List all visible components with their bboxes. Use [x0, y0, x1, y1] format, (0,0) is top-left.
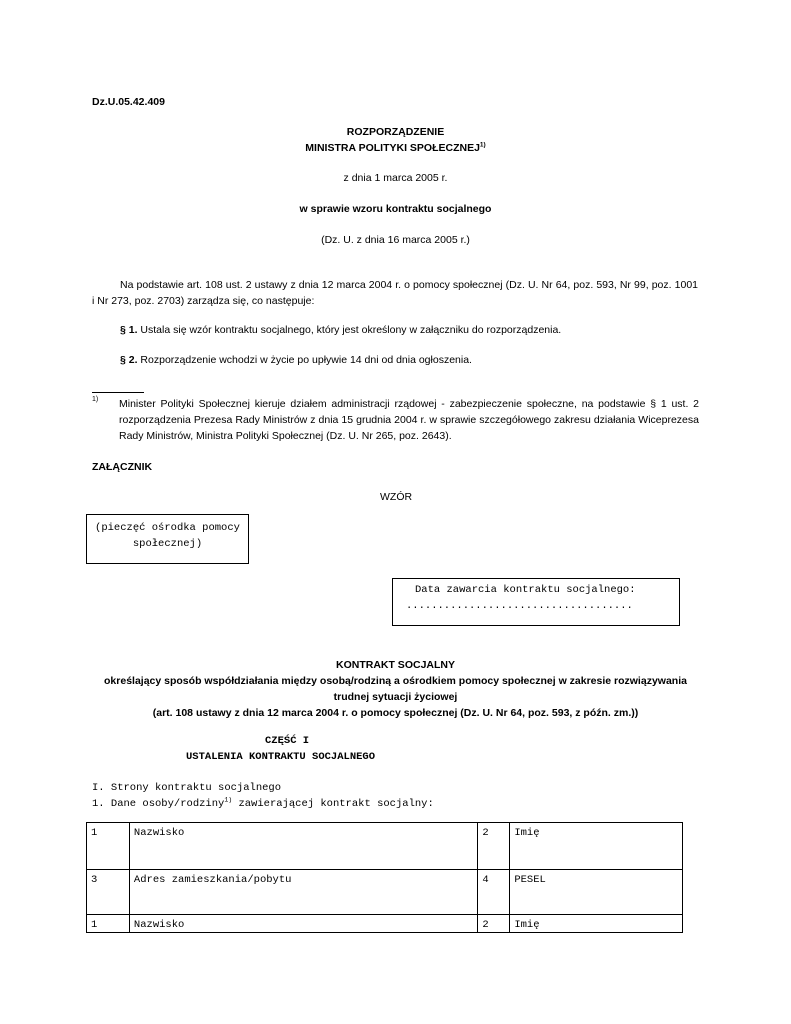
- cell-number: 2: [478, 915, 510, 933]
- document-id: Dz.U.05.42.409: [92, 96, 165, 108]
- preamble: Na podstawie art. 108 ust. 2 ustawy z dnia 12 marca 2004 r. o pomocy społecznej (Dz. U. Nr 64, poz. 593, Nr 99, poz. 1001 i Nr 273, poz. 2703) zarządza się, co następuje:: [92, 279, 698, 307]
- cell-number: 4: [478, 870, 510, 915]
- template-label: WZÓR: [380, 491, 413, 503]
- contract-subtitle-2: trudnej sytuacji życiowej: [333, 691, 458, 703]
- footnote-separator: [92, 392, 144, 393]
- table-row: [87, 823, 683, 870]
- cell-pesel[interactable]: PESEL: [510, 870, 683, 915]
- paragraph-1-text: Ustala się wzór kontraktu socjalnego, który jest określony w załączniku do rozporządzenia.: [137, 324, 562, 336]
- section-parties: I. Strony kontraktu socjalnego: [92, 782, 282, 794]
- paragraph-1: [120, 322, 561, 338]
- contract-date-label: Data zawarcia kontraktu socjalnego:: [415, 584, 636, 596]
- stamp-line-1: (pieczęć ośrodka pomocy: [95, 522, 240, 534]
- cell-number: 1: [87, 823, 130, 870]
- part-title: USTALENIA KONTRAKTU SOCJALNEGO: [186, 751, 376, 763]
- regulation-date: z dnia 1 marca 2005 r.: [343, 172, 448, 184]
- cell-number: 1: [87, 915, 130, 933]
- cell-first-name[interactable]: Imię: [510, 915, 683, 933]
- section-footnote-ref: 1): [224, 796, 233, 804]
- table-row: [87, 870, 683, 915]
- regulation-subject: w sprawie wzoru kontraktu socjalnego: [299, 203, 492, 215]
- contract-legal-basis: (art. 108 ustawy z dnia 12 marca 2004 r. o pomocy społecznej (Dz. U. Nr 64, poz. 593, z późn. zm.)): [152, 707, 639, 719]
- paragraph-2-text: Rozporządzenie wchodzi w życie po upływie 14 dni od dnia ogłoszenia.: [137, 354, 472, 366]
- footnote-text: Minister Polityki Społecznej kieruje działem administracji rządowej - zabezpieczenie społeczne, na podstawie § 1 ust. 2 rozporządzenia Prezesa Rady Ministrów z dnia 15 grudnia 2004 r. w sprawie szczegółowego zakresu działania Wiceprezesa Rady Ministrów, Ministra Polityki Społecznej (Dz. U. Nr 265, poz. 2643).: [119, 398, 699, 442]
- contract-subtitle-1: określający sposób współdziałania między osobą/rodziną a ośrodkiem pomocy społecznej w zakresie rozwiązywania: [104, 675, 687, 687]
- table-row: [87, 915, 683, 933]
- cell-number: 2: [478, 823, 510, 870]
- paragraph-2: [120, 352, 472, 368]
- cell-number: 3: [87, 870, 130, 915]
- part-label: CZĘŚĆ I: [265, 735, 310, 747]
- contract-title: KONTRAKT SOCJALNY: [335, 659, 455, 671]
- title-line-2: MINISTRA POLITYKI SPOŁECZNEJ$^{1)}$: [305, 141, 486, 154]
- cell-surname[interactable]: Nazwisko: [129, 823, 477, 870]
- contract-date-dots[interactable]: ....................................: [406, 600, 633, 612]
- publication-info: (Dz. U. z dnia 16 marca 2005 r.): [321, 234, 470, 246]
- stamp-line-2: społecznej): [132, 538, 203, 550]
- title-footnote-ref: 1): [479, 141, 486, 149]
- annex-heading: ZAŁĄCZNIK: [92, 461, 153, 473]
- section-person-data: 1. Dane osoby/rodziny$^{1)}$ zawierającej kontrakt socjalny:: [92, 796, 434, 810]
- cell-surname[interactable]: Nazwisko: [129, 915, 477, 933]
- title-line-1: ROZPORZĄDZENIE: [346, 126, 445, 138]
- contract-date-box: [392, 578, 680, 626]
- paragraph-1-label: § 1.: [120, 324, 138, 336]
- cell-first-name[interactable]: Imię: [510, 823, 683, 870]
- person-data-table: [86, 822, 683, 933]
- cell-address[interactable]: Adres zamieszkania/pobytu: [129, 870, 477, 915]
- paragraph-2-label: § 2.: [120, 354, 138, 366]
- footnote-marker: 1): [92, 396, 99, 403]
- stamp-box: [86, 514, 249, 564]
